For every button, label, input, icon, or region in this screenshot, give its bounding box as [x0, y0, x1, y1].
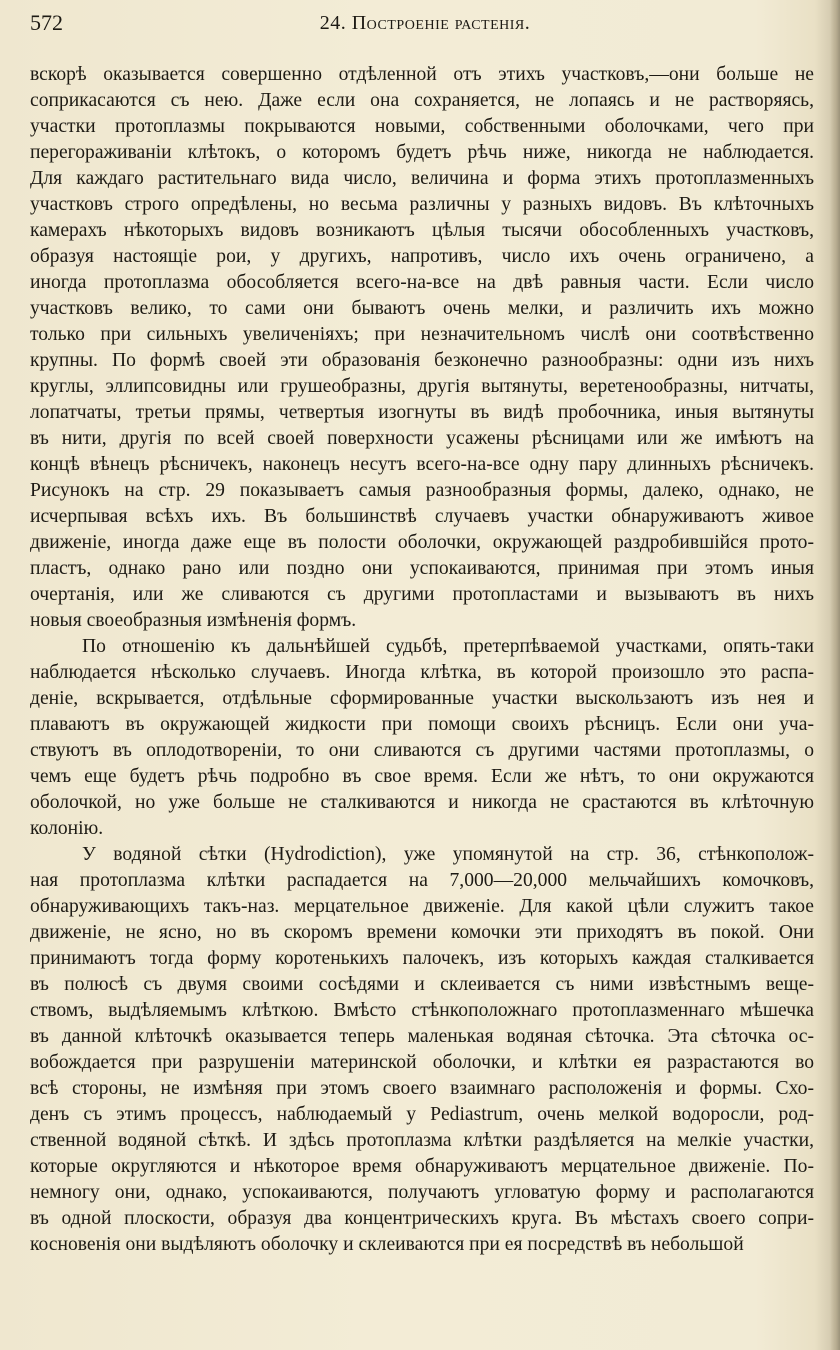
text-line: вобождается при разрушеніи материнской оболочки, и клѣтки ея разрастаются во [30, 1052, 814, 1073]
text-line: ствомъ, выдѣляемымъ клѣткою. Вмѣсто стѣнкоположнаго протоплазменнаго мѣшечка [30, 1000, 814, 1021]
text-line: участки протоплазмы покрываются новыми, собственными оболочками, чего при [30, 116, 814, 137]
text-line: чемъ еще будетъ рѣчь подробно въ свое время. Если же нѣтъ, то они окружаются [30, 766, 814, 787]
text-line: въ данной клѣточкѣ оказывается теперь маленькая водяная сѣточка. Эта сѣточка ос- [30, 1026, 814, 1047]
text-line: Для каждаго растительнаго вида число, величина и форма этихъ протоплазменныхъ [30, 168, 814, 189]
page-header [30, 8, 820, 38]
text-line: соприкасаются съ нею. Даже если она сохраняется, не лопаясь и не растворяясь, [30, 90, 814, 111]
text-line: камерахъ нѣкоторыхъ видовъ возникаютъ цѣлыя тысячи обособленныхъ участковъ, [30, 220, 814, 241]
text-line: ствуютъ въ оплодотвореніи, то они сливаются съ другими частями протоплазмы, о [30, 740, 814, 761]
text-line: ная протоплазма клѣтки распадается на 7,000—20,000 мельчайшихъ комочковъ, [30, 870, 814, 891]
text-line: перегораживаніи клѣтокъ, о которомъ будетъ рѣчь ниже, никогда не наблюдается. [30, 142, 814, 163]
text-line: пластъ, однако рано или поздно они успокаиваются, принимая при этомъ иныя [30, 558, 814, 579]
text-line: наблюдается нѣсколько случаевъ. Иногда клѣтка, въ которой произошло это распа- [30, 662, 814, 683]
text-line: колонію. [30, 818, 104, 839]
text-line: вскорѣ оказывается совершенно отдѣленной отъ этихъ участковъ,—они больше не [30, 64, 814, 85]
text-line: У водяной сѣтки (Hydrodiction), уже упомянутой на стр. 36, стѣнкополож- [82, 844, 814, 865]
text-line: ственной водяной сѣткѣ. И здѣсь протоплазма клѣтки раздѣляется на мелкіе участки, [30, 1130, 814, 1151]
text-line: крупны. По формѣ своей эти образованія безконечно разнообразны: одни изъ нихъ [30, 350, 814, 371]
paragraph [30, 842, 814, 1258]
text-line: участковъ велико, то сами они бываютъ очень мелки, и различить ихъ можно [30, 298, 814, 319]
page-number: 572 [30, 10, 63, 35]
text-line: лопатчаты, третьи прямы, четвертыя изогнуты въ видѣ пробочника, иныя вытянуты [30, 402, 814, 423]
text-line: Рисунокъ на стр. 29 показываетъ самыя разнообразныя формы, далеко, однако, не [30, 480, 814, 501]
text-line: концѣ вѣнецъ рѣсничекъ, наконецъ несутъ всего-на-все одну пару длинныхъ рѣсничекъ. [30, 454, 814, 475]
text-line: денъ съ этимъ процессъ, наблюдаемый у Pediastrum, очень мелкой водоросли, род- [30, 1104, 814, 1125]
chapter-number: 24. [319, 12, 347, 34]
text-line: въ одной плоскости, образуя два концентрическихъ круга. Въ мѣстахъ своего сопри- [30, 1208, 814, 1229]
paragraph [30, 634, 814, 842]
text-line: исчерпывая всѣхъ ихъ. Въ большинствѣ случаевъ участки обнаруживаютъ живое [30, 506, 814, 527]
text-line: въ нити, другія по всей своей поверхности усажены рѣсницами или же имѣютъ на [30, 428, 814, 449]
text-line: принимаютъ тогда форму коротенькихъ палочекъ, изъ которыхъ каждая сталкивается [30, 948, 814, 969]
text-line: которые округляются и нѣкоторое время обнаруживаютъ мерцательное движеніе. По- [30, 1156, 814, 1177]
text-line: обнаруживающихъ такъ-наз. мерцательное движеніе. Для какой цѣли служитъ такое [30, 896, 814, 917]
text-line: очертанія, или же сливаются съ другими протопластами и вызываютъ въ нихъ [30, 584, 814, 605]
text-line: деніе, вскрывается, отдѣльные сформированные участки выскользаютъ изъ нея и [30, 688, 814, 709]
text-line: образуя настоящіе рои, у другихъ, напротивъ, число ихъ очень ограничено, а [30, 246, 814, 267]
text-line: немногу они, однако, успокаиваются, получаютъ угловатую форму и располагаются [30, 1182, 814, 1203]
text-line: всѣ стороны, не измѣняя при этомъ своего взаимнаго расположенія и формы. Схо- [30, 1078, 814, 1099]
page-edge-shadow [830, 0, 840, 1350]
paragraph [30, 62, 814, 634]
body-text [30, 62, 814, 1258]
text-line: иногда протоплазма обособляется всего-на-все на двѣ равныя части. Если число [30, 272, 814, 293]
text-line: въ полюсѣ съ двумя своими сосѣдями и склеивается съ ними извѣстнымъ веще- [30, 974, 814, 995]
chapter-title: Построеніе растенія. [351, 12, 531, 34]
text-line: участковъ строго опредѣлены, но весьма различны у разныхъ видовъ. Въ клѣточныхъ [30, 194, 814, 215]
running-head [30, 8, 820, 38]
text-line: только при сильныхъ увеличеніяхъ; при незначительномъ числѣ они соотвѣственно [30, 324, 814, 345]
text-line: По отношенію къ дальнѣйшей судьбѣ, претерпѣваемой участками, опять-таки [82, 636, 814, 657]
text-line: оболочкой, но уже больше не сталкиваются и никогда не срастаются въ клѣточную [30, 792, 814, 813]
text-line: плаваютъ въ окружающей жидкости при помощи своихъ рѣсницъ. Если они уча- [30, 714, 814, 735]
text-line: новыя своеобразныя измѣненія формъ. [30, 610, 357, 631]
text-line: круглы, эллипсовидны или грушеобразны, другія вытянуты, веретенообразны, нитчаты, [30, 376, 814, 397]
text-line: косновенія они выдѣляютъ оболочку и склеиваются при ея посредствѣ въ небольшой [30, 1234, 744, 1255]
text-line: движеніе, не ясно, но въ скоромъ времени комочки эти приходятъ въ покой. Они [30, 922, 814, 943]
text-line: движеніе, иногда даже еще въ полости оболочки, окружающей раздробившійся прото- [30, 532, 814, 553]
